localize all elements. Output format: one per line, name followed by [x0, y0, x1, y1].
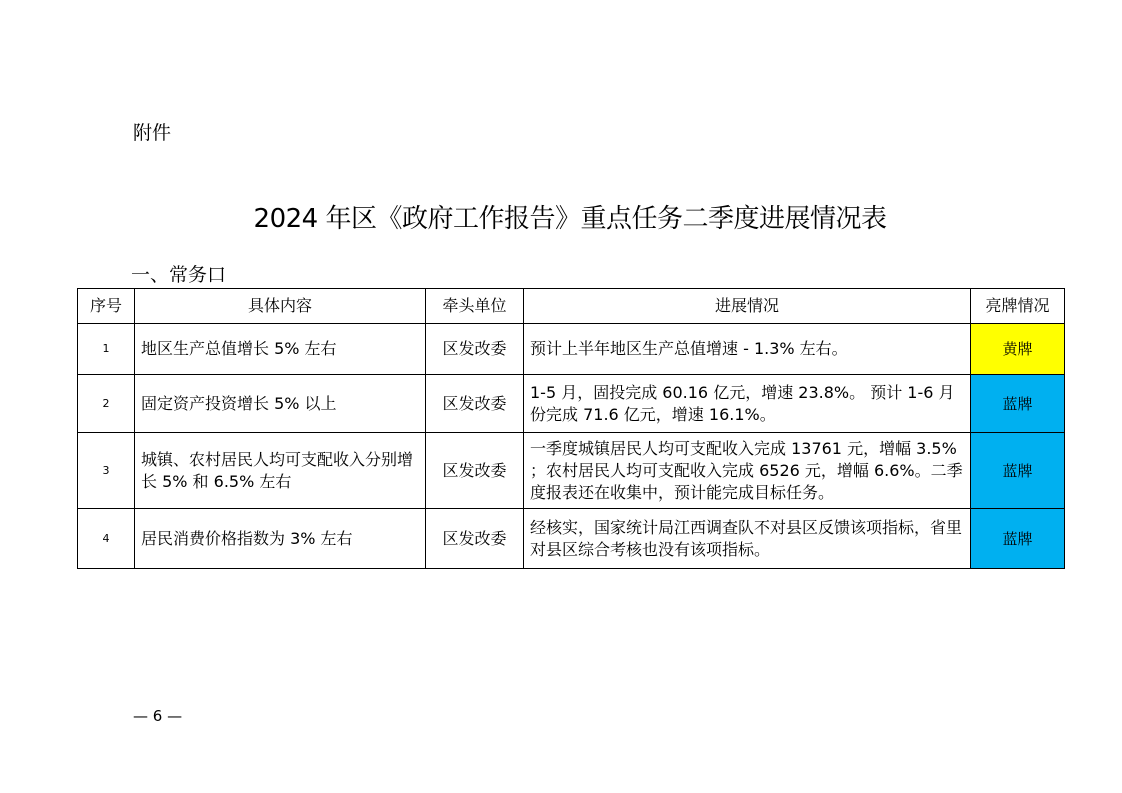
row-progress: 预计上半年地区生产总值增速 - 1.3% 左右。	[524, 324, 971, 375]
header-progress: 进展情况	[524, 289, 971, 324]
row-progress: 经核实，国家统计局江西调查队不对县区反馈该项指标，省里对县区综合考核也没有该项指标。	[524, 509, 971, 569]
status-badge: 蓝牌	[971, 509, 1065, 569]
row-lead-unit: 区发改委	[426, 375, 524, 433]
row-index: 3	[78, 433, 135, 509]
row-lead-unit: 区发改委	[426, 433, 524, 509]
status-badge: 蓝牌	[971, 433, 1065, 509]
row-lead-unit: 区发改委	[426, 509, 524, 569]
table-row	[78, 433, 1065, 509]
row-progress: 一季度城镇居民人均可支配收入完成 13761 元，增幅 3.5% ；农村居民人均可支配收入完成 6526 元，增幅 6.6%。二季度报表还在收集中，预计能完成目标任务。	[524, 433, 971, 509]
progress-table	[77, 288, 1065, 569]
row-index: 1	[78, 324, 135, 375]
row-index: 4	[78, 509, 135, 569]
table-row	[78, 324, 1065, 375]
table-row	[78, 375, 1065, 433]
row-content: 居民消费价格指数为 3% 左右	[135, 509, 426, 569]
row-progress: 1-5 月，固投完成 60.16 亿元，增速 23.8%。 预计 1-6 月份完成 71.6 亿元，增速 16.1%。	[524, 375, 971, 433]
row-index: 2	[78, 375, 135, 433]
table-row	[78, 509, 1065, 569]
table-header-row	[78, 289, 1065, 324]
row-lead-unit: 区发改委	[426, 324, 524, 375]
header-lead-unit: 牵头单位	[426, 289, 524, 324]
row-content: 地区生产总值增长 5% 左右	[135, 324, 426, 375]
header-content: 具体内容	[135, 289, 426, 324]
section-heading: 一、常务口	[131, 264, 227, 286]
header-status: 亮牌情况	[971, 289, 1065, 324]
document-title: 2024 年区《政府工作报告》重点任务二季度进展情况表	[253, 204, 887, 234]
header-index: 序号	[78, 289, 135, 324]
attachment-label: 附件	[133, 122, 172, 144]
status-badge: 蓝牌	[971, 375, 1065, 433]
page-number: — 6 —	[133, 707, 183, 725]
row-content: 城镇、农村居民人均可支配收入分别增长 5% 和 6.5% 左右	[135, 433, 426, 509]
row-content: 固定资产投资增长 5% 以上	[135, 375, 426, 433]
status-badge: 黄牌	[971, 324, 1065, 375]
